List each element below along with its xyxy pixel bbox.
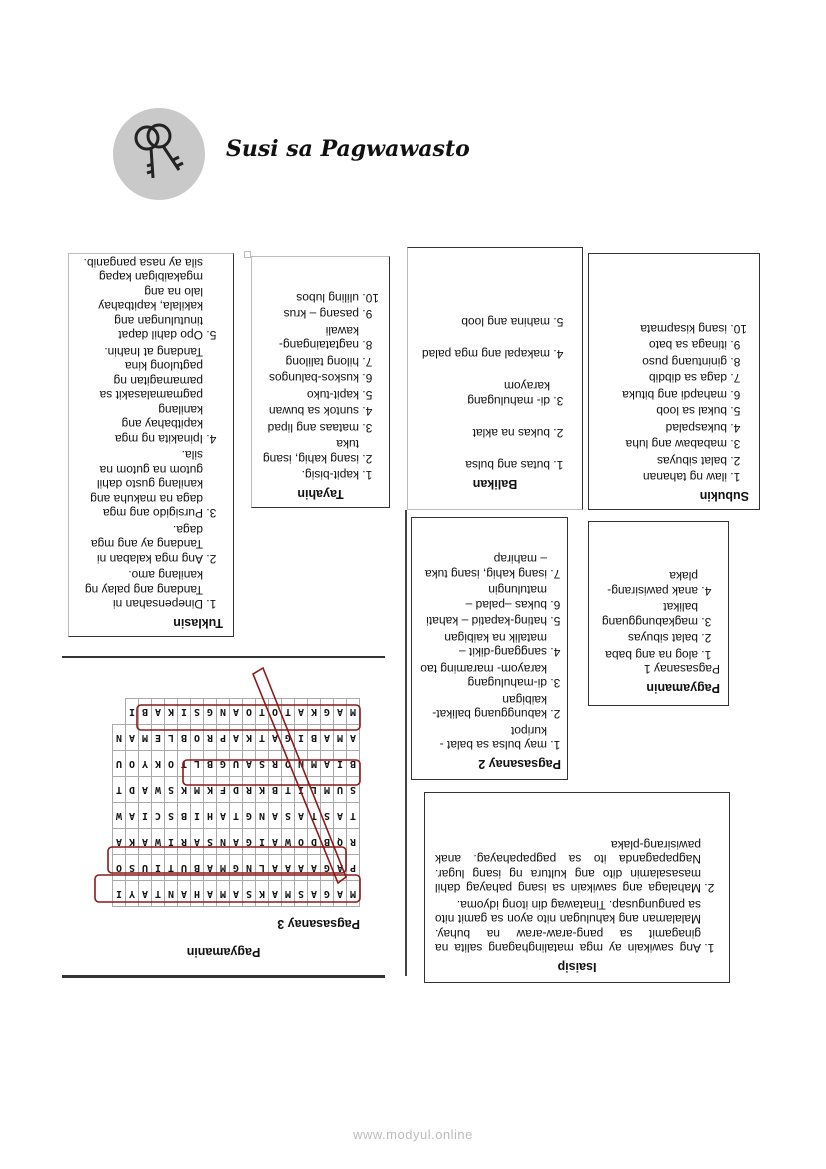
grid-cell: K <box>243 725 256 751</box>
pagsasanay2-heading: Pagsasanay 2 <box>478 757 561 771</box>
grid-cell: K <box>165 699 178 725</box>
grid-cell: Y <box>126 881 139 907</box>
list-item: 1. Dinepensahan ni Tandang ang palay ng kanilang amo. <box>79 568 203 612</box>
list-item: 1. kapit-bisig. <box>262 468 359 483</box>
grid-cell: N <box>217 699 230 725</box>
grid-row <box>113 855 360 881</box>
list-item: 4. makapal ang mga palad <box>418 347 550 362</box>
grid-cell: A <box>139 829 152 855</box>
grid-cell: T <box>256 699 269 725</box>
grid-cell: Q <box>334 829 347 855</box>
footer-watermark: www.modyul.online <box>353 1127 473 1142</box>
list-item: 5. hating-kapatid – kahati <box>418 614 547 629</box>
grid-cell: R <box>269 751 282 777</box>
grid-cell: O <box>113 855 126 881</box>
grid-cell: T <box>178 751 191 777</box>
grid-cell: M <box>191 777 204 803</box>
grid-cell: K <box>152 751 165 777</box>
grid-cell: B <box>191 855 204 881</box>
grid-cell: A <box>347 725 360 751</box>
grid-cell: I <box>295 777 308 803</box>
list-item: 2. kabungguang balikat- kaibigan <box>418 693 547 722</box>
grid-row <box>113 725 360 751</box>
grid-cell: A <box>295 699 308 725</box>
grid-cell: R <box>204 725 217 751</box>
grid-cell: K <box>178 777 191 803</box>
grid-cell: O <box>295 829 308 855</box>
list-item: 8. nagtataingang-kawali <box>262 324 359 353</box>
grid-cell: L <box>308 777 321 803</box>
grid-cell: M <box>139 725 152 751</box>
grid-cell: I <box>178 699 191 725</box>
grid-cell: A <box>217 803 230 829</box>
grid-cell: O <box>243 699 256 725</box>
grid-cell: G <box>204 699 217 725</box>
list-item: 10. uliling lubos <box>262 291 359 306</box>
grid-cell: G <box>321 855 334 881</box>
anchor-marker <box>244 251 251 258</box>
grid-cell: A <box>269 881 282 907</box>
list-item: 7. daga sa dibdib <box>599 371 727 386</box>
grid-cell: T <box>165 855 178 881</box>
list-item: 2. bukas na aklat <box>418 426 550 441</box>
pagsasanay2-box <box>411 517 568 780</box>
grid-cell: A <box>334 803 347 829</box>
list-item: 2. balat sibuyas <box>599 454 727 469</box>
grid-cell: A <box>204 881 217 907</box>
balikan-box <box>407 247 583 510</box>
list-item: 7. hilong talilong <box>262 355 359 370</box>
list-item: 1. may bulsa sa balat - kuripot <box>418 724 547 753</box>
grid-cell: A <box>178 881 191 907</box>
grid-cell: A <box>295 803 308 829</box>
grid-cell: K <box>256 777 269 803</box>
grid-cell: W <box>282 829 295 855</box>
word-search-grid <box>112 698 360 907</box>
grid-cell: B <box>308 725 321 751</box>
grid-row <box>113 699 360 725</box>
grid-row <box>113 751 360 777</box>
list-item: 9. itinaga sa bato <box>599 338 727 353</box>
list-item: 6. kuskos-balungos <box>262 371 359 386</box>
grid-cell: A <box>139 881 152 907</box>
grid-cell: K <box>256 881 269 907</box>
grid-cell: A <box>282 855 295 881</box>
grid-cell: I <box>256 829 269 855</box>
list-item: 1. butas ang bulsa <box>418 458 550 473</box>
list-item: 5. mahina ang loob <box>418 315 550 330</box>
grid-cell: M <box>321 777 334 803</box>
grid-cell: W <box>152 777 165 803</box>
grid-cell: A <box>269 855 282 881</box>
grid-cell: N <box>113 725 126 751</box>
grid-cell: M <box>217 881 230 907</box>
grid-cell: B <box>204 751 217 777</box>
grid-cell: S <box>256 751 269 777</box>
grid-cell: A <box>334 855 347 881</box>
divider <box>62 656 385 658</box>
grid-cell: T <box>347 803 360 829</box>
grid-cell: A <box>126 725 139 751</box>
grid-cell: A <box>321 751 334 777</box>
list-item: 3. Pursigido ang mga daga na makuha ang kanilang gusto dahil gutom na gutom na sila. <box>79 448 203 521</box>
list-item: 4. anak pawisirang-plaka <box>597 569 698 598</box>
grid-row <box>113 803 360 829</box>
grid-cell: B <box>347 751 360 777</box>
grid-cell: B <box>178 803 191 829</box>
grid-cell: A <box>204 855 217 881</box>
grid-cell: M <box>334 725 347 751</box>
grid-cell: B <box>269 777 282 803</box>
grid-cell: T <box>113 777 126 803</box>
list-item: 2. balat sibuyas <box>597 631 698 646</box>
grid-cell: I <box>334 751 347 777</box>
grid-cell: H <box>204 803 217 829</box>
grid-cell: U <box>113 751 126 777</box>
grid-cell: T <box>256 725 269 751</box>
list-item: 2. Ang mga kalaban ni Tandang ay ang mga daga. <box>79 523 203 567</box>
grid-cell: K <box>308 699 321 725</box>
balikan-heading: Balikan <box>472 477 518 491</box>
grid-row <box>113 777 360 803</box>
grid-cell: K <box>204 777 217 803</box>
grid-cell: M <box>347 881 360 907</box>
grid-cell: I <box>191 803 204 829</box>
grid-cell: I <box>152 855 165 881</box>
grid-cell: W <box>152 829 165 855</box>
pagyamanin1-subheading: Pagsasanay 1 <box>643 662 720 677</box>
grid-cell: T <box>282 699 295 725</box>
grid-cell: S <box>321 803 334 829</box>
grid-cell: A <box>334 699 347 725</box>
grid-cell: B <box>178 725 191 751</box>
list-item: 4. bukaspalad <box>599 421 727 436</box>
grid-cell: I <box>165 829 178 855</box>
grid-cell: T <box>230 803 243 829</box>
grid-cell: S <box>165 777 178 803</box>
grid-cell: A <box>243 751 256 777</box>
grid-cell: A <box>191 829 204 855</box>
grid-row <box>113 881 360 907</box>
grid-cell: I <box>126 699 139 725</box>
tayahin-box <box>251 256 390 508</box>
pagyamanin3-heading: Pagyamanin <box>186 945 261 959</box>
list-item: 6. bukas –palad – matulungin <box>418 583 547 612</box>
grid-cell: A <box>308 881 321 907</box>
grid-cell: Y <box>139 751 152 777</box>
grid-cell: N <box>217 829 230 855</box>
grid-cell: S <box>243 881 256 907</box>
grid-cell: A <box>139 777 152 803</box>
grid-cell: P <box>347 855 360 881</box>
list-item: 8. ginintuang puso <box>599 355 727 370</box>
grid-cell: A <box>295 855 308 881</box>
grid-cell: D <box>230 777 243 803</box>
divider <box>405 510 407 976</box>
list-item: 3. magkabungguang balikat <box>597 600 698 629</box>
grid-cell: M <box>347 699 360 725</box>
grid-cell: O <box>165 751 178 777</box>
grid-cell: H <box>191 881 204 907</box>
grid-cell: T <box>152 881 165 907</box>
grid-cell: G <box>230 855 243 881</box>
grid-cell: B <box>321 829 334 855</box>
grid-cell: B <box>139 699 152 725</box>
grid-cell: S <box>165 803 178 829</box>
list-item: 1. Ang sawikain ay mga matalinghagang salita na ginagamit sa pang-araw-araw na buhay. Malalaman ang kahulugan nito ayon sa gamit nito sa pangungusap. Tinatawag din itong idyoma. <box>435 898 701 956</box>
isaisip-heading: Isaisip <box>557 960 597 974</box>
grid-cell: A <box>152 699 165 725</box>
grid-cell: T <box>308 803 321 829</box>
subukin-box <box>588 253 760 510</box>
list-item: 4. Ipinakita ng mga kapitbahay ang kanilang pagmamalasakit sa pamamagitan ng pagtulong kina Tandang at Inahin. <box>79 345 203 447</box>
list-item: 3. di- mahulugang karayom <box>418 379 550 409</box>
list-item: 6. mahapdi ang bituka <box>599 388 727 403</box>
list-item: 5. bukal sa loob <box>599 404 727 419</box>
grid-cell: R <box>243 777 256 803</box>
list-item: 3. mataas ang lipad <box>262 421 359 436</box>
grid-cell: U <box>178 855 191 881</box>
grid-cell: D <box>308 829 321 855</box>
grid-cell: O <box>269 699 282 725</box>
grid-cell: N <box>165 881 178 907</box>
grid-cell: C <box>152 803 165 829</box>
grid-cell: S <box>204 829 217 855</box>
grid-cell: R <box>178 829 191 855</box>
grid-cell: L <box>191 751 204 777</box>
list-item: 2. Mahalaga ang sawikain sa isang pahayag dahil masasalamin dito ang kultura ng isang lugar. Nagpapaganda ito sa pagpapahayag. anak pawisirang-plaka <box>435 838 701 896</box>
grid-cell: G <box>217 751 230 777</box>
grid-cell: R <box>347 829 360 855</box>
grid-cell: L <box>256 855 269 881</box>
list-item: 3. mababaw ang luha <box>599 437 727 452</box>
list-item: 5. Opo dahil dapat tinutulungan ang kakilala, kapitbahay lalo na ang mgakaibigan kapag sila ay nasa panganib. <box>79 256 203 343</box>
grid-cell: U <box>139 855 152 881</box>
grid-cell: U <box>230 751 243 777</box>
grid-cell: W <box>113 803 126 829</box>
grid-cell: K <box>126 829 139 855</box>
list-item: 10. isang kisapmata <box>599 322 727 337</box>
grid-cell: A <box>269 829 282 855</box>
grid-cell: O <box>282 751 295 777</box>
grid-cell: M <box>308 751 321 777</box>
grid-cell: A <box>113 829 126 855</box>
grid-cell: S <box>282 803 295 829</box>
grid-cell: S <box>295 881 308 907</box>
page-title: Susi sa Pagwawasto <box>226 136 470 162</box>
grid-cell: M <box>217 855 230 881</box>
isaisip-box <box>424 792 730 983</box>
grid-cell: I <box>295 725 308 751</box>
grid-cell: A <box>230 725 243 751</box>
list-item: 4. suntok sa buwan <box>262 404 359 419</box>
grid-cell: A <box>321 725 334 751</box>
grid-cell: G <box>282 725 295 751</box>
grid-cell: I <box>113 881 126 907</box>
list-item: 4. sanggang-dikit – matalik na kaibigan <box>418 631 547 660</box>
grid-cell: A <box>334 881 347 907</box>
grid-cell: D <box>126 777 139 803</box>
list-item: 2. isang kahig, isang tuka <box>262 437 359 466</box>
grid-cell: G <box>243 829 256 855</box>
grid-row <box>113 829 360 855</box>
pagyamanin3-section <box>62 660 385 978</box>
list-item: 3. di-mahulugang karayom- maraming tao <box>418 662 547 691</box>
grid-cell: M <box>282 881 295 907</box>
grid-cell: L <box>165 725 178 751</box>
grid-cell: I <box>139 803 152 829</box>
grid-cell: G <box>321 881 334 907</box>
grid-cell: S <box>347 777 360 803</box>
pagyamanin1-box <box>588 521 729 706</box>
grid-cell: N <box>256 803 269 829</box>
list-item: 5. kapit-tuko <box>262 388 359 403</box>
grid-cell: O <box>191 725 204 751</box>
grid-cell: U <box>334 777 347 803</box>
grid-cell: G <box>243 803 256 829</box>
grid-cell: A <box>269 803 282 829</box>
list-item: 9. pasang – krus <box>262 307 359 322</box>
grid-cell: P <box>217 725 230 751</box>
list-item: 1. alog na ang baba <box>597 648 698 663</box>
grid-cell: A <box>269 725 282 751</box>
grid-cell: S <box>126 855 139 881</box>
grid-cell: F <box>217 777 230 803</box>
tayahin-heading: Tayahin <box>297 487 344 501</box>
grid-cell: S <box>191 699 204 725</box>
grid-cell: A <box>308 855 321 881</box>
grid-cell: E <box>152 725 165 751</box>
grid-cell: T <box>282 777 295 803</box>
grid-cell: A <box>230 699 243 725</box>
tuklasin-box <box>68 253 234 637</box>
list-item: 1. ilaw ng tahanan <box>599 470 727 485</box>
tuklasin-heading: Tuklasin <box>173 616 223 630</box>
grid-cell: A <box>230 829 243 855</box>
pagyamanin3-subheading: Pagsasanay 3 <box>277 917 360 931</box>
keys-icon <box>113 108 205 200</box>
grid-cell: A <box>126 803 139 829</box>
grid-cell: A <box>230 881 243 907</box>
subukin-heading: Subukin <box>699 489 749 503</box>
list-item: 7. isang kahig, isang tuka – mahirap <box>418 552 547 581</box>
pagyamanin1-heading: Pagyamanin <box>646 681 720 695</box>
grid-cell: N <box>243 855 256 881</box>
grid-cell: N <box>295 751 308 777</box>
grid-cell: G <box>321 699 334 725</box>
grid-cell: O <box>126 751 139 777</box>
